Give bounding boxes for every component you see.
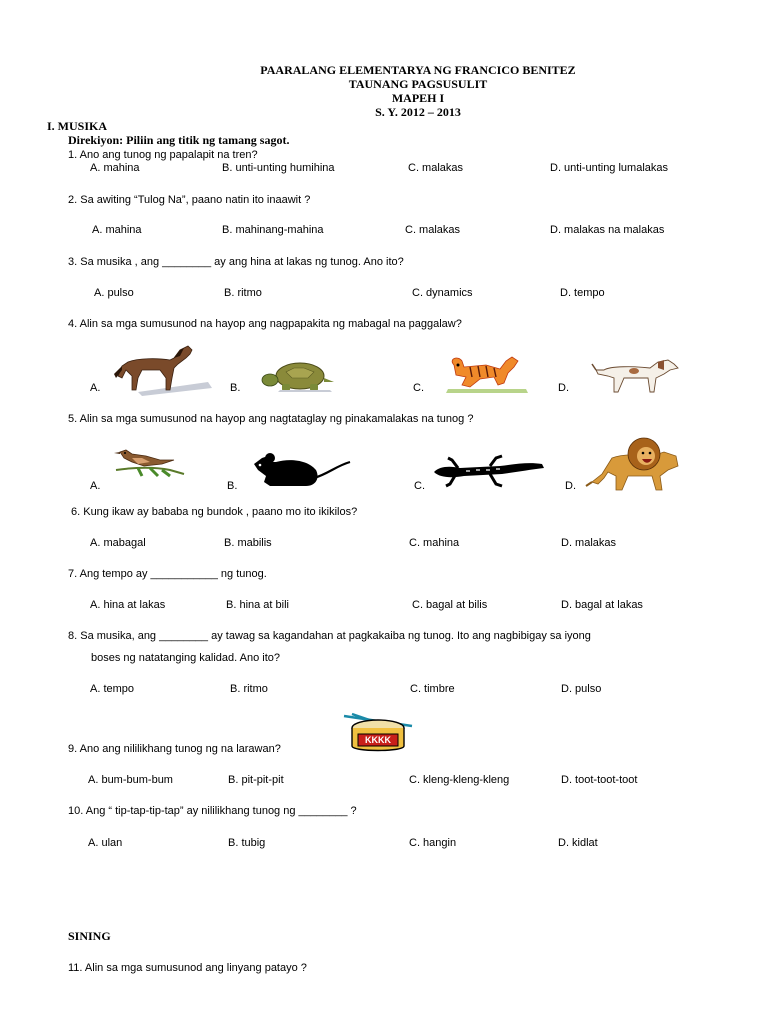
horse-picture: [108, 344, 212, 396]
lion-picture: [582, 436, 684, 492]
q2-option-b: B. mahinang-mahina: [222, 224, 324, 236]
question-6: 6. Kung ikaw ay bababa ng bundok , paano mo ito ikikilos?: [71, 506, 358, 518]
q4-option-d: D.: [558, 382, 569, 394]
q10-option-d: D. kidlat: [558, 837, 598, 849]
q9-option-d: D. toot-toot-toot: [561, 774, 638, 786]
subject-title: MAPEH I: [391, 91, 445, 105]
q3-option-d: D. tempo: [560, 287, 605, 299]
q7-option-a: A. hina at lakas: [90, 599, 166, 611]
q9-option-c: C. kleng-kleng-kleng: [409, 774, 510, 786]
q8-option-d: D. pulso: [561, 683, 602, 695]
q4-option-b: B.: [230, 382, 241, 394]
q10-option-b: B. tubig: [228, 837, 266, 849]
school-year: S. Y. 2012 – 2013: [375, 105, 461, 119]
q7-option-d: D. bagal at lakas: [561, 599, 643, 611]
q1-option-d: D. unti-unting lumalakas: [550, 162, 669, 174]
question-1: 1. Ano ang tunog ng papalapit na tren?: [68, 149, 258, 161]
q5-option-c: C.: [414, 480, 425, 492]
section-title-sining: SINING: [68, 929, 111, 943]
q6-option-a: A. mabagal: [90, 537, 146, 549]
question-3: 3. Sa musika , ang ________ ay ang hina at lakas ng tunog. Ano ito?: [68, 256, 404, 268]
question-9: 9. Ano ang nililikhang tunog ng na larawan?: [68, 743, 281, 755]
question-4: 4. Alin sa mga sumusunod na hayop ang nagpapakita ng mabagal na paggalaw?: [68, 318, 462, 330]
q1-option-b: B. unti-unting humihina: [222, 162, 335, 174]
q3-option-a: A. pulso: [94, 287, 134, 299]
q4-option-a: A.: [90, 382, 101, 394]
dog-picture: [594, 356, 680, 394]
drum-picture: [342, 712, 422, 756]
q5-option-b: B.: [227, 480, 238, 492]
question-11: 11. Alin sa mga sumusunod ang linyang patayo ?: [68, 962, 307, 974]
q1-option-c: C. malakas: [408, 162, 464, 174]
q8-option-c: C. timbre: [410, 683, 455, 695]
q8-option-a: A. tempo: [90, 683, 135, 695]
q2-option-a: A. mahina: [92, 224, 142, 236]
q9-option-b: B. pit-pit-pit: [228, 774, 284, 786]
q7-option-c: C. bagal at bilis: [412, 599, 488, 611]
q3-option-c: C. dynamics: [412, 287, 473, 299]
exam-title: TAUNANG PAGSUSULIT: [348, 77, 488, 91]
q5-option-d: D.: [565, 480, 576, 492]
q4-option-c: C.: [413, 382, 424, 394]
q2-option-c: C. malakas: [405, 224, 461, 236]
section-title-musika: I. MUSIKA: [47, 119, 108, 133]
question-2: 2. Sa awiting “Tulog Na”, paano natin ito inaawit ?: [68, 194, 311, 206]
tiger-picture: [440, 355, 530, 393]
q1-option-a: A. mahina: [90, 162, 140, 174]
question-7: 7. Ang tempo ay ___________ ng tunog.: [68, 568, 267, 580]
question-8-line-2: boses ng natatanging kalidad. Ano ito?: [91, 652, 280, 664]
directions: Direkiyon: Piliin ang titik ng tamang sagot.: [68, 133, 290, 147]
q10-option-a: A. ulan: [88, 837, 123, 849]
turtle-picture: [260, 362, 336, 392]
question-8: 8. Sa musika, ang ________ ay tawag sa kagandahan at pagkakaiba ng tunog. Ito ang nagbibigay sa iyong: [68, 630, 591, 642]
drum-label: KKKK: [365, 735, 391, 745]
bird-picture: [110, 446, 188, 478]
mouse-picture: [250, 452, 352, 490]
q2-option-d: D. malakas na malakas: [550, 224, 665, 236]
q9-option-a: A. bum-bum-bum: [88, 774, 173, 786]
q10-option-c: C. hangin: [409, 837, 457, 849]
q8-option-b: B. ritmo: [230, 683, 268, 695]
q7-option-b: B. hina at bili: [226, 599, 289, 611]
question-10: 10. Ang “ tip-tap-tip-tap” ay nililikhang tunog ng ________ ?: [68, 805, 357, 817]
q6-option-b: B. mabilis: [224, 537, 272, 549]
question-5: 5. Alin sa mga sumusunod na hayop ang nagtataglay ng pinakamalakas na tunog ?: [68, 413, 474, 425]
q5-option-a: A.: [90, 480, 101, 492]
q6-option-c: C. mahina: [409, 537, 460, 549]
school-name: PAARALANG ELEMENTARYA NG FRANCICO BENITEZ: [260, 63, 576, 77]
q6-option-d: D. malakas: [561, 537, 617, 549]
lizard-picture: [430, 456, 546, 490]
q3-option-b: B. ritmo: [224, 287, 262, 299]
